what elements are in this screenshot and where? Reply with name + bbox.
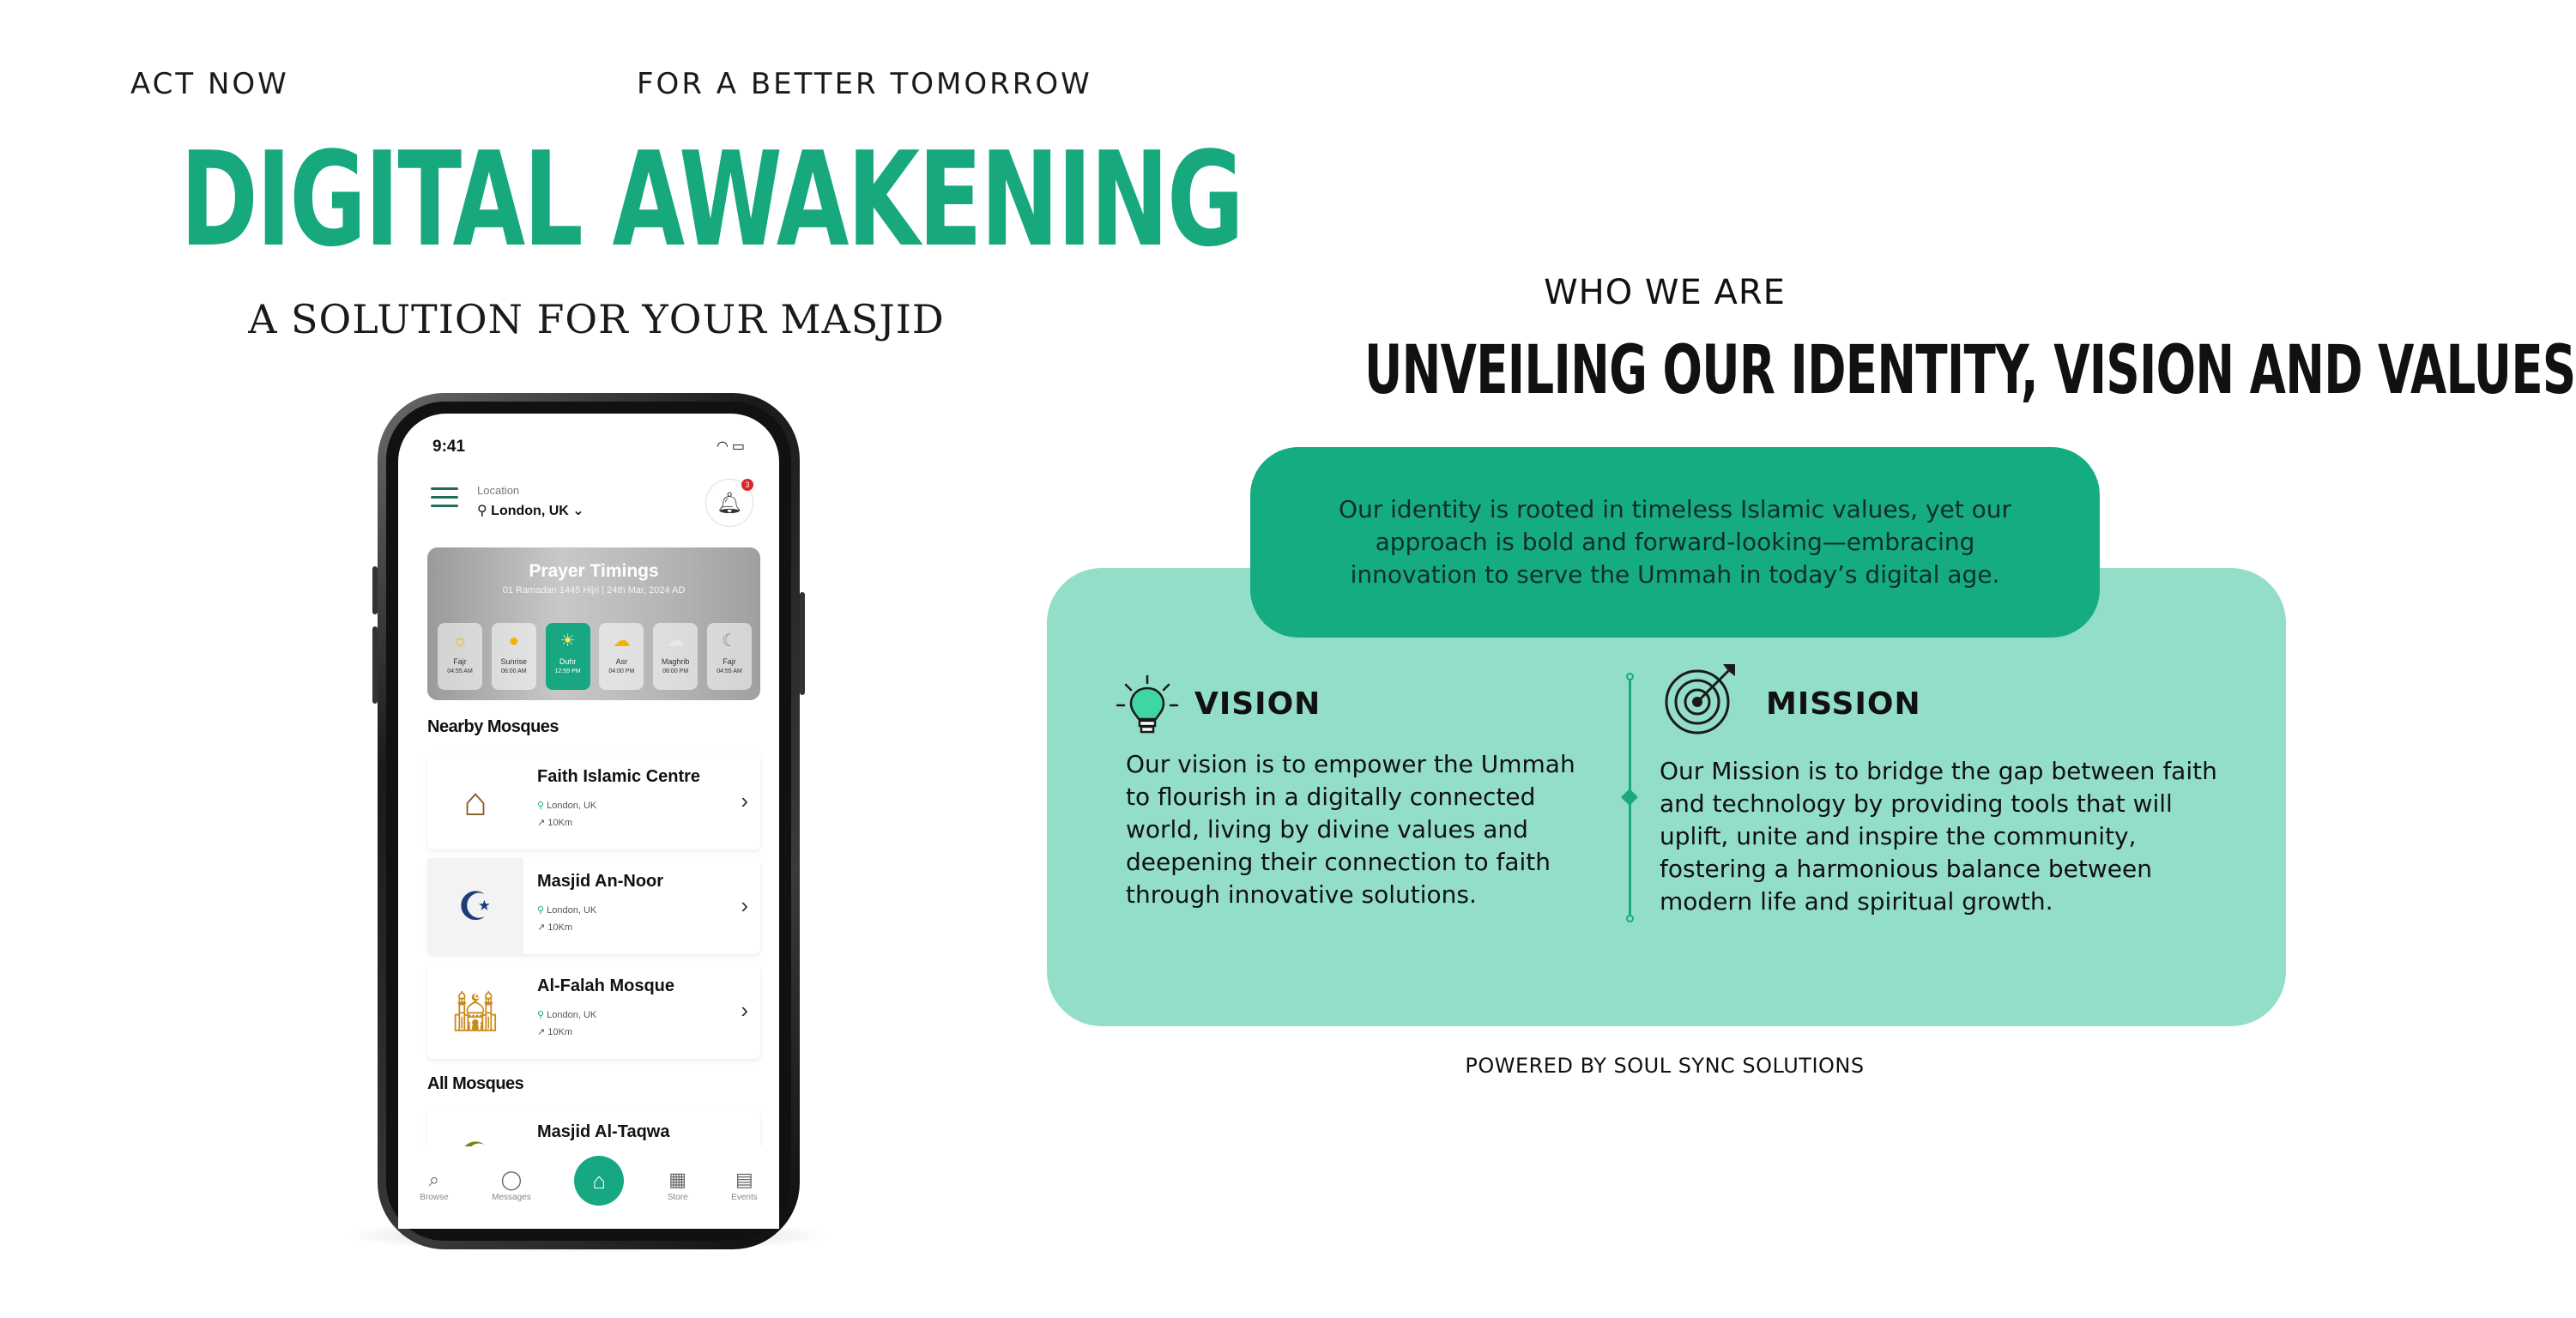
chevron-right-icon: › [741, 997, 748, 1023]
vision-text: Our vision is to empower the Ummah to flourish in a digitally connected world, living by divine values and deepening their connection to faith through innovative solutions. [1126, 750, 1575, 909]
pin-icon: ⚲ [477, 504, 487, 518]
all-mosques-title: All Mosques [427, 1074, 524, 1093]
bell-icon: 🔔︎ [716, 491, 743, 515]
prayer-name: Asr [615, 657, 628, 666]
nav-events[interactable] [731, 1169, 758, 1202]
page-title: DIGITAL AWAKENING [180, 124, 1243, 275]
prayer-time: 06:00 PM [662, 668, 689, 674]
mosque-name: Masjid Al-Taqwa [537, 1122, 670, 1141]
prayer-timings-card[interactable] [427, 547, 760, 700]
prayer-time: 04:00 PM [608, 668, 635, 674]
sun-cloud-icon: ☀ [559, 632, 576, 650]
search-icon: ⌕ [428, 1168, 440, 1190]
mosque-distance [537, 817, 572, 828]
arrow-icon: ↗ [537, 1027, 546, 1037]
section-heading: UNVEILING OUR IDENTITY, VISION AND VALUES [1364, 332, 2576, 409]
chevron-right-icon: › [741, 788, 748, 813]
vision-title: VISION [1194, 686, 1321, 722]
status-time: 9:41 [432, 438, 466, 456]
hamburger-menu-icon[interactable] [431, 487, 458, 508]
prayer-tile[interactable] [707, 623, 752, 690]
mosque-name: Masjid An-Noor [537, 872, 664, 891]
moon-sun-icon: ☼ [451, 632, 469, 650]
prayer-name: Fajr [723, 657, 736, 666]
prayer-name: Sunrise [500, 657, 528, 666]
nav-home[interactable] [574, 1164, 624, 1206]
nav-browse[interactable] [420, 1169, 448, 1202]
prayer-name: Fajr [453, 657, 467, 666]
mosque-location [537, 904, 596, 916]
mosque-location-text: London, UK [547, 801, 597, 811]
chevron-right-icon: › [741, 892, 748, 918]
arrow-icon: ↗ [537, 922, 546, 933]
mosque-name: Al-Falah Mosque [537, 976, 675, 995]
notification-badge: 3 [741, 479, 753, 491]
prayer-time: 04:55 AM [447, 668, 473, 674]
mosque-name: Faith Islamic Centre [537, 767, 701, 786]
phone-screen [398, 414, 779, 1229]
cloud-sun-icon: ☁ [613, 632, 631, 650]
battery-icon: ▭ [731, 439, 748, 454]
mosque-logo-icon: ☪ [427, 858, 523, 954]
phone-power-button [800, 592, 805, 695]
prayer-title: Prayer Timings [529, 561, 659, 581]
mosque-distance [537, 1026, 572, 1037]
nearby-mosques-title: Nearby Mosques [427, 717, 559, 736]
nav-label: Events [731, 1192, 758, 1202]
sun-icon: ● [508, 632, 519, 650]
store-icon: ▦ [668, 1168, 687, 1190]
mosque-location [537, 800, 596, 811]
prayer-time: 12:59 PM [554, 668, 581, 674]
prayer-tile-active[interactable] [546, 623, 590, 690]
prayer-date: 01 Ramadan 1445 Hijri | 24th Mar, 2024 AD [502, 585, 686, 596]
mosque-distance [537, 922, 572, 933]
nav-label: Browse [420, 1192, 449, 1202]
mosque-location [537, 1009, 596, 1020]
mosque-distance-text: 10Km [547, 818, 573, 828]
mission-title: MISSION [1766, 686, 1921, 722]
pin-icon: ⚲ [537, 801, 545, 811]
mosque-dome-icon: ⌂ [574, 1156, 624, 1206]
prayer-tile[interactable] [438, 623, 482, 690]
pin-icon: ⚲ [537, 1010, 545, 1020]
prayer-tile[interactable] [599, 623, 644, 690]
status-icons [717, 438, 748, 455]
prayer-name: Duhr [559, 657, 577, 666]
cloud-icon: ☁ [667, 632, 685, 650]
who-we-are-label: WHO WE ARE [1544, 273, 1786, 312]
prayer-tile[interactable] [492, 623, 536, 690]
wifi-icon: ◠ [716, 439, 732, 454]
nav-label: Messages [492, 1192, 531, 1202]
location-selector[interactable] [477, 502, 584, 519]
prayer-time: 06:00 AM [501, 668, 527, 674]
location-label: Location [477, 484, 520, 497]
chat-icon: ◯ [500, 1168, 523, 1190]
pin-icon: ⚲ [537, 905, 545, 916]
divider-cap [1626, 673, 1634, 680]
identity-text: Our identity is rooted in timeless Islamic values, yet our approach is bold and forward-looking—embracing innovation to serve the Ummah in today’s digital age. [1338, 495, 2012, 589]
chevron-down-icon: ⌄ [572, 504, 584, 518]
powered-by: POWERED BY SOUL SYNC SOLUTIONS [1465, 1054, 1865, 1078]
prayer-time: 04:55 AM [717, 668, 742, 674]
page-subtitle: A SOLUTION FOR YOUR MASJID [248, 296, 945, 342]
arrow-icon: ↗ [537, 818, 546, 828]
mission-text: Our Mission is to bridge the gap between faith and technology by providing tools that will uplift, unite and inspire the community, fostering a harmonious balance between modern life and spiritual growth. [1660, 757, 2217, 916]
identity-box [1250, 447, 2100, 638]
mosque-location-text: London, UK [547, 1010, 597, 1020]
phone-mockup [378, 393, 800, 1249]
lightbulb-icon [1114, 673, 1181, 740]
mosque-row[interactable] [427, 963, 760, 1059]
mosque-row[interactable] [427, 753, 760, 849]
mosque-logo-icon: 🕌︎ [450, 988, 501, 1033]
mosque-logo-icon: ⌂ [463, 779, 487, 824]
location-value: London, UK [491, 504, 569, 518]
mosque-location-text: London, UK [547, 905, 597, 916]
prayer-tile[interactable] [653, 623, 698, 690]
moon-icon: ☾ [722, 632, 737, 650]
tagline-left: ACT NOW [130, 67, 289, 101]
target-icon [1661, 657, 1742, 738]
prayer-tiles [438, 623, 752, 690]
mosque-distance-text: 10Km [547, 922, 573, 933]
tagline-right: FOR A BETTER TOMORROW [637, 67, 1092, 101]
mosque-row[interactable] [427, 858, 760, 954]
mosque-distance-text: 10Km [547, 1027, 573, 1037]
divider-cap [1626, 915, 1634, 922]
nav-label: Store [667, 1192, 688, 1202]
nav-store[interactable] [668, 1169, 688, 1202]
nav-messages[interactable] [492, 1169, 531, 1202]
bottom-nav [398, 1146, 779, 1229]
calendar-icon: ▤ [735, 1168, 753, 1190]
prayer-name: Maghrib [661, 657, 690, 666]
